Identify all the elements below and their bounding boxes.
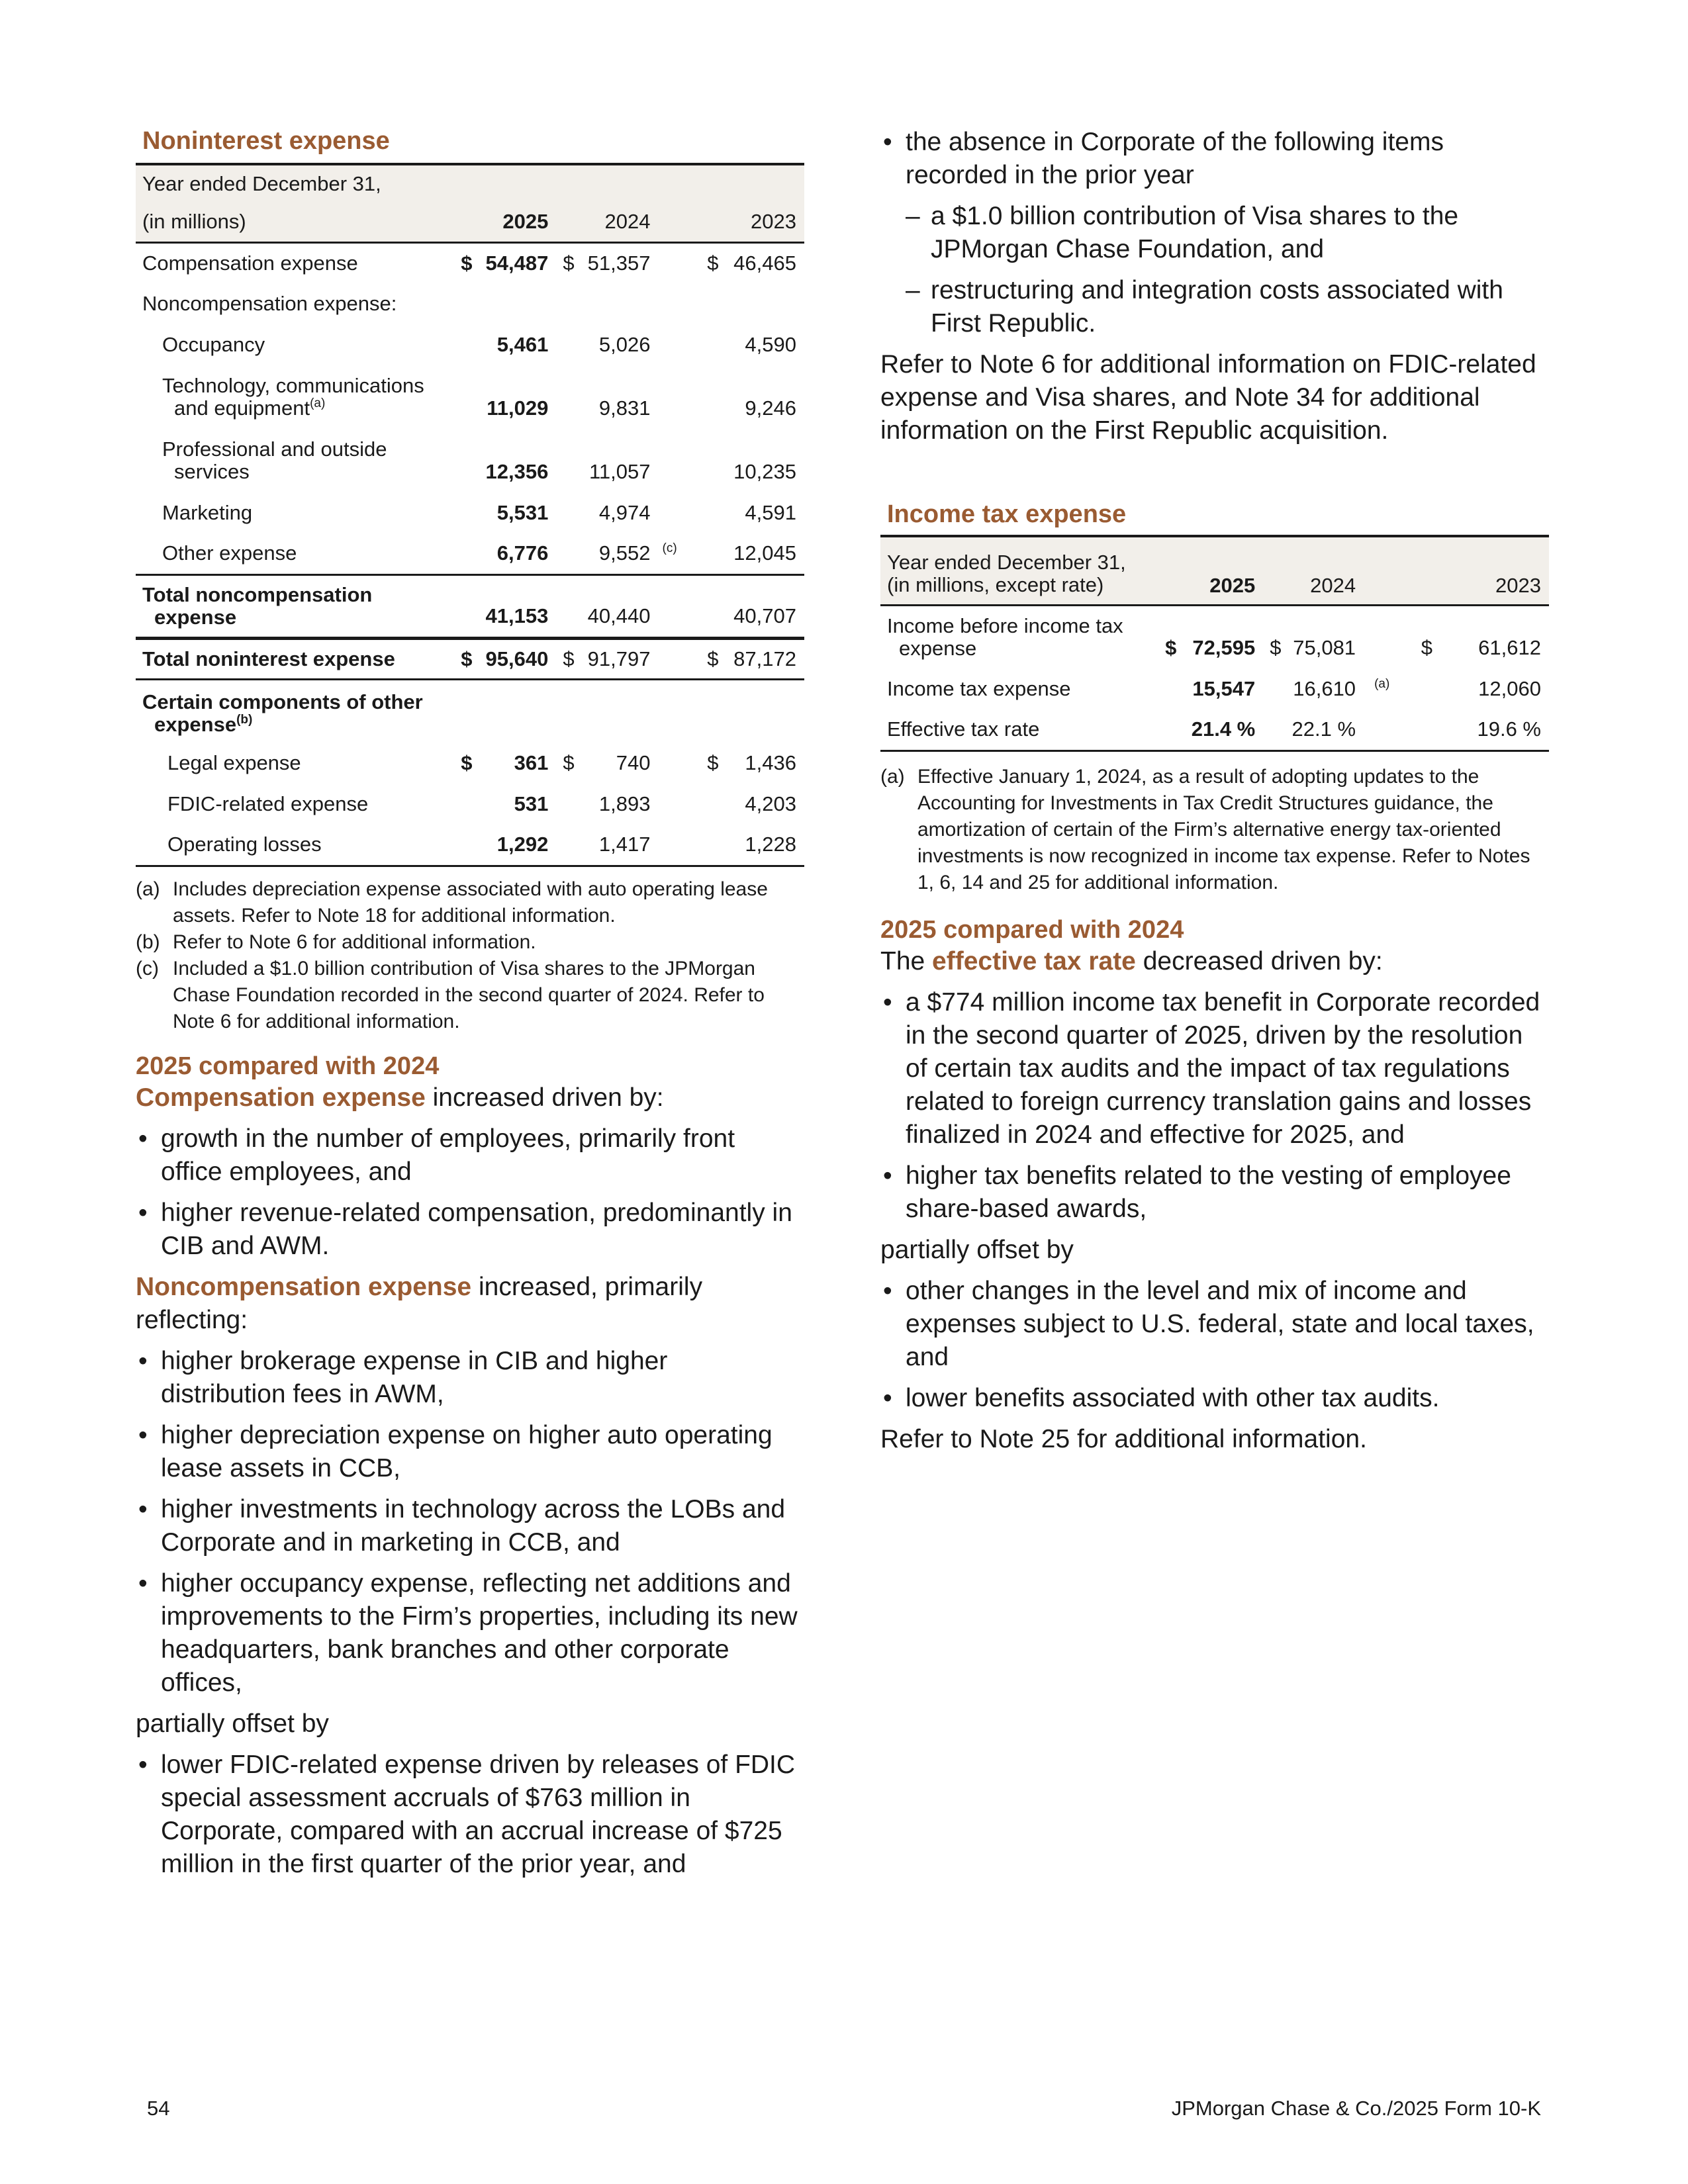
footnote-ref: (c) <box>662 541 677 556</box>
table-row <box>136 492 804 533</box>
cell-value: 9,831 <box>598 396 651 420</box>
header-label <box>880 536 1158 605</box>
row-label: Effective tax rate <box>880 709 1158 751</box>
row-label: Operating losses <box>136 825 454 866</box>
label-line: Technology, communications <box>162 374 424 397</box>
cell-value: 4,974 <box>598 501 651 524</box>
table-row <box>136 679 804 743</box>
list-item: • higher investments in technology across the LOBs and Corporate and in marketing in CCB, and <box>136 1493 798 1559</box>
offset-bullets <box>880 1275 1542 1415</box>
label-line: and equipment <box>174 396 310 420</box>
right-top-text <box>880 126 1542 455</box>
offset-bullets <box>136 1749 798 1881</box>
cell-value: 361 <box>514 751 549 774</box>
table-row <box>880 605 1549 668</box>
table-row <box>136 638 804 679</box>
list-item: • higher depreciation expense on higher auto operating lease assets in CCB, <box>136 1419 798 1485</box>
cell-value: 4,591 <box>745 501 796 524</box>
section-heading: 2025 compared with 2024 <box>136 1052 440 1080</box>
cell-value: 12,060 <box>1478 677 1541 700</box>
cell-value: 1,292 <box>454 825 556 866</box>
highlight-term: effective tax rate <box>932 947 1136 976</box>
row-label <box>136 574 454 638</box>
footnote-ref: (a) <box>1374 677 1390 691</box>
noninterest-expense-title: Noninterest expense <box>142 127 390 155</box>
table-row <box>136 242 804 283</box>
left-commentary <box>136 1051 798 1889</box>
comp-bullets <box>136 1122 798 1263</box>
table-row <box>136 533 804 574</box>
cell-value: 10,235 <box>733 460 796 483</box>
intro-text: The <box>880 947 933 976</box>
row-label: Total noninterest expense <box>136 638 454 679</box>
currency-sign: $ <box>707 251 719 275</box>
list-item: – a $1.0 billion contribution of Visa shares to the JPMorgan Chase Foundation, and <box>906 200 1542 266</box>
label-line: expense <box>154 605 237 629</box>
table-row <box>880 668 1549 709</box>
absence-sub-items <box>880 200 1542 340</box>
offset-text: partially offset by <box>880 1236 1074 1264</box>
list-item: • higher tax benefits related to the vesting of employee share-based awards, <box>880 1160 1542 1226</box>
header-units: (in millions) <box>136 203 454 242</box>
label-line: Professional and outside <box>162 437 387 461</box>
footnote <box>136 876 798 929</box>
section-heading: 2025 compared with 2024 <box>880 916 1184 944</box>
cell-value: 531 <box>514 792 549 815</box>
noninterest-footnotes <box>136 876 798 1035</box>
noncomp-bullets <box>136 1345 798 1700</box>
list-item: • other changes in the level and mix of income and expenses subject to U.S. federal, state and local taxes, and <box>880 1275 1542 1374</box>
intro-text: increased driven by: <box>425 1083 664 1112</box>
footnote-label: (b) <box>136 931 160 953</box>
table-row <box>880 709 1549 751</box>
cell-value: 12,045 <box>733 541 796 565</box>
label-line: Certain components of other <box>142 690 423 713</box>
cell-value: 4,590 <box>745 333 796 356</box>
footnote <box>880 764 1542 896</box>
header-line: Year ended December 31, <box>887 551 1126 574</box>
table-row <box>136 784 804 825</box>
cell-value: 54,487 <box>485 251 549 275</box>
list-item: • higher brokerage expense in CIB and higher distribution fees in AWM, <box>136 1345 798 1411</box>
header-period: Year ended December 31, <box>136 164 804 203</box>
header-year-2024: 2024 <box>556 203 658 242</box>
list-item: • growth in the number of employees, primarily front office employees, and <box>136 1122 798 1189</box>
header-year-2023: 2023 <box>700 203 804 242</box>
cell-value: 15,547 <box>1192 677 1256 700</box>
cell-value: 87,172 <box>726 638 804 679</box>
header-year-2023: 2023 <box>1415 536 1549 605</box>
list-item: • lower benefits associated with other tax audits. <box>880 1382 1542 1415</box>
highlight-term: Compensation expense <box>136 1083 426 1112</box>
cell-value: 51,357 <box>587 251 651 275</box>
row-label: Marketing <box>162 501 253 524</box>
right-commentary <box>880 915 1542 1464</box>
header-year-2025: 2025 <box>454 203 556 242</box>
cell-value: 40,707 <box>700 574 804 638</box>
currency-sign: $ <box>461 751 473 774</box>
row-label <box>880 605 1158 668</box>
currency-sign: $ <box>563 751 575 774</box>
row-label: Occupancy <box>162 333 265 356</box>
cell-value: 740 <box>616 751 651 774</box>
row-label: FDIC-related expense <box>167 792 369 815</box>
cell-value: 22.1 % <box>1263 709 1364 751</box>
currency-sign: $ <box>454 638 479 679</box>
row-label: Noncompensation expense: <box>142 292 397 315</box>
currency-sign: $ <box>1270 636 1282 659</box>
document-title: JPMorgan Chase & Co./2025 Form 10-K <box>1171 2097 1541 2120</box>
cell-value: 4,203 <box>745 792 796 815</box>
cell-value: 75,081 <box>1293 636 1356 659</box>
comp-intro <box>136 1081 798 1115</box>
list-item: • higher revenue-related compensation, predominantly in CIB and AWM. <box>136 1197 798 1263</box>
row-label: Legal expense <box>167 751 301 774</box>
cell-value: 9,552 <box>598 541 651 565</box>
cell-value: 1,893 <box>598 792 651 815</box>
list-item: • higher occupancy expense, reflecting net additions and improvements to the Firm’s properties, including its new headquarters, bank branches and other corporate offices, <box>136 1567 798 1700</box>
footnote-label: (c) <box>136 958 159 979</box>
cell-value: 21.4 % <box>1158 709 1263 751</box>
row-label <box>136 365 454 429</box>
row-label: Other expense <box>162 541 297 565</box>
footnote <box>136 929 798 956</box>
income-tax-footnotes <box>880 764 1542 896</box>
footnote-text: Effective January 1, 2024, as a result of adopting updates to the Accounting for Investments in Tax Credit Structures guidance, the amortization of certain of the Firm’s alternative energy tax-oriented investments is now recognized in income tax expense. Refer to Notes 1, 6, 14 and 25 for additional information. <box>917 766 1530 893</box>
cell-value: 5,026 <box>598 333 651 356</box>
header-year-2025: 2025 <box>1158 536 1263 605</box>
cell-value: 91,797 <box>581 638 659 679</box>
table-row <box>136 743 804 784</box>
table-row <box>136 429 804 492</box>
cell-value: 95,640 <box>479 638 557 679</box>
noninterest-expense-table <box>136 163 804 867</box>
cell-value: 6,776 <box>496 541 549 565</box>
label-line: expense <box>154 712 237 736</box>
cell-value: 19.6 % <box>1415 709 1549 751</box>
table-header-row <box>136 164 804 203</box>
cell-value: 40,440 <box>556 574 658 638</box>
header-line: (in millions, except rate) <box>887 573 1104 597</box>
list-item: – restructuring and integration costs associated with First Republic. <box>906 274 1542 340</box>
table-row <box>136 825 804 866</box>
cell-value: 5,461 <box>496 333 549 356</box>
cell-value: 1,417 <box>556 825 658 866</box>
row-label <box>136 429 454 492</box>
table-row <box>136 365 804 429</box>
row-label: Compensation expense <box>142 251 358 275</box>
cell-value: 72,595 <box>1192 636 1256 659</box>
table-header-row <box>136 203 804 242</box>
etr-intro <box>880 945 1542 978</box>
currency-sign: $ <box>563 251 575 275</box>
etr-bullets <box>880 986 1542 1226</box>
refer-text: Refer to Note 25 for additional information. <box>880 1425 1367 1453</box>
cell-value: 11,057 <box>588 460 651 483</box>
footnote-text: Includes depreciation expense associated with auto operating lease assets. Refer to Note 18 for additional information. <box>173 878 768 927</box>
table-row <box>136 283 804 324</box>
income-tax-title: Income tax expense <box>887 500 1127 528</box>
cell-value: 5,531 <box>496 501 549 524</box>
label-line: Income before income tax <box>887 614 1123 637</box>
currency-sign: $ <box>1165 636 1177 659</box>
cell-value: 61,612 <box>1478 636 1541 659</box>
offset-text: partially offset by <box>136 1709 329 1738</box>
refer-text: Refer to Note 6 for additional information on FDIC-related expense and Visa shares, and Note 34 for additional information on the First Republic acquisition. <box>880 350 1536 445</box>
cell-value: 1,228 <box>700 825 804 866</box>
highlight-term: Noncompensation expense <box>136 1273 472 1301</box>
header-year-2024: 2024 <box>1263 536 1364 605</box>
row-label: Income tax expense <box>887 677 1071 700</box>
footnote <box>136 956 798 1035</box>
currency-sign: $ <box>461 251 473 275</box>
footnote-ref: (a) <box>310 396 326 410</box>
intro-text: increased, primarily reflecting: <box>136 1273 703 1334</box>
page-number: 54 <box>147 2097 170 2120</box>
currency-sign: $ <box>1421 636 1432 659</box>
label-line: expense <box>899 636 977 660</box>
intro-text: decreased driven by: <box>1135 947 1383 976</box>
row-label <box>136 679 804 743</box>
currency-sign: $ <box>556 638 581 679</box>
footnote-label: (a) <box>880 766 905 788</box>
cell-value: 9,246 <box>745 396 796 420</box>
list-item: • a $774 million income tax benefit in Corporate recorded in the second quarter of 2025, driven by the resolution of certain tax audits and the impact of tax regulations related to foreign currency translation gains and losses finalized in 2024 and effective for 2025, and <box>880 986 1542 1152</box>
currency-sign: $ <box>707 751 719 774</box>
noncomp-intro <box>136 1271 798 1337</box>
footnote-text: Refer to Note 6 for additional information. <box>173 931 536 953</box>
cell-value: 12,356 <box>485 460 549 483</box>
cell-value: 1,436 <box>745 751 796 774</box>
income-tax-table <box>880 535 1549 752</box>
cell-value: 11,029 <box>487 396 549 420</box>
cell-value: 41,153 <box>454 574 556 638</box>
footnote-text: Included a $1.0 billion contribution of Visa shares to the JPMorgan Chase Foundation recorded in the second quarter of 2024. Refer to Note 6 for additional information. <box>173 958 765 1032</box>
table-row <box>136 574 804 638</box>
label-line: Total noncompensation <box>142 582 373 606</box>
footnote-ref: (b) <box>236 712 253 727</box>
cell-value: 16,610 <box>1293 677 1356 700</box>
list-item: • lower FDIC-related expense driven by releases of FDIC special assessment accruals of $763 million in Corporate, compared with an accrual increase of $725 million in the first quarter of the prior year, and <box>136 1749 798 1881</box>
absence-bullets <box>880 126 1542 192</box>
table-header-row <box>880 536 1549 605</box>
table-row <box>136 324 804 365</box>
currency-sign: $ <box>700 638 725 679</box>
cell-value: 46,465 <box>733 251 796 275</box>
list-item: • the absence in Corporate of the following items recorded in the prior year <box>880 126 1542 192</box>
footnote-label: (a) <box>136 878 160 900</box>
label-line: services <box>174 460 250 483</box>
